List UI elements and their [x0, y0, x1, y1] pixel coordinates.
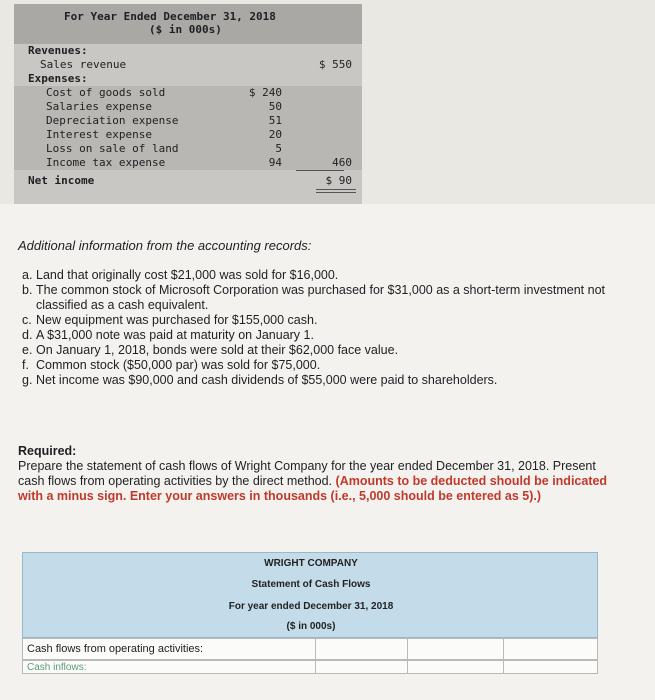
list-text: Common stock ($50,000 par) was sold for $75,000. [36, 358, 321, 372]
amount-input-cell[interactable] [315, 661, 408, 674]
statement-units: ($ in 000s) [149, 23, 222, 36]
list-text: Net income was $90,000 and cash dividends of $55,000 were paid to shareholders. [36, 373, 498, 387]
income-statement [14, 4, 362, 204]
expense-amount: $ 240 [248, 86, 282, 99]
sales-revenue-amount: $ 550 [318, 58, 352, 71]
expense-row [14, 156, 362, 170]
expense-amount: 5 [275, 142, 282, 155]
double-rule-bottom [316, 192, 356, 193]
statement-period: For Year Ended December 31, 2018 [64, 10, 276, 23]
list-item [22, 283, 632, 313]
cash-flow-table-header [22, 552, 598, 638]
expense-label: Interest expense [46, 128, 152, 141]
expense-amount: 50 [268, 100, 282, 113]
list-text: A $31,000 note was paid at maturity on January 1. [36, 328, 314, 342]
list-marker: a. [22, 268, 33, 282]
expense-row [14, 114, 362, 128]
revenues-label: Revenues: [28, 44, 88, 57]
table-row [22, 660, 598, 674]
amount-input-cell[interactable] [503, 661, 598, 674]
list-marker: e. [22, 343, 33, 357]
double-rule-top [316, 189, 356, 190]
statement-period-label: For year ended December 31, 2018 [228, 601, 394, 612]
amount-input-cell[interactable] [407, 639, 504, 659]
expense-label: Loss on sale of land [46, 142, 179, 155]
additional-info-title: Additional information from the accounting records: [18, 238, 312, 253]
statement-header [14, 4, 362, 44]
amount-input-cell[interactable] [315, 639, 408, 659]
expense-amount: 51 [268, 114, 282, 127]
statement-units-label: ($ in 000s) [286, 621, 336, 632]
company-name: WRIGHT COMPANY [264, 558, 358, 569]
statement-title: Statement of Cash Flows [251, 579, 371, 590]
cash-flow-table [22, 552, 598, 700]
list-item [22, 343, 632, 358]
expense-amount: 94 [268, 156, 282, 169]
sales-revenue-label: Sales revenue [40, 58, 127, 71]
amount-input-cell[interactable] [407, 661, 504, 674]
list-text: On January 1, 2018, bonds were sold at their $62,000 face value. [36, 343, 399, 357]
list-item [22, 268, 632, 283]
list-marker: b. [22, 283, 33, 297]
cash-inflows-label: Cash inflows: [27, 662, 87, 673]
net-income-row [14, 174, 362, 188]
question-panel [0, 204, 655, 700]
net-income-label: Net income [28, 174, 95, 187]
net-income-amount: $ 90 [325, 174, 352, 187]
list-marker: f. [22, 358, 29, 372]
list-marker: g. [22, 373, 33, 387]
additional-info-list [22, 268, 632, 388]
expense-row [14, 100, 362, 114]
required-instruction: (Amounts to be deducted should be indicated with a minus sign. Enter your answers in thousands (i.e., 5,000 should be entered as 5).) [18, 474, 608, 503]
list-item [22, 358, 632, 373]
expenses-label: Expenses: [28, 72, 88, 85]
expense-label: Depreciation expense [46, 114, 179, 127]
expense-row [14, 128, 362, 142]
expense-label: Cost of goods sold [46, 86, 166, 99]
required-title: Required: [18, 444, 77, 458]
table-row [22, 638, 598, 660]
expense-row [14, 86, 362, 100]
list-item [22, 313, 632, 328]
revenues-row [14, 44, 362, 58]
operating-activities-label: Cash flows from operating activities: [27, 643, 204, 655]
list-text: New equipment was purchased for $155,000 cash. [36, 313, 318, 327]
list-item [22, 328, 632, 343]
list-item [22, 373, 632, 388]
expense-row [14, 142, 362, 156]
required-text: Prepare the statement of cash flows of Wright Company for the year ended December 31, 2018. Present cash flows from operating activities by the direct method. [18, 459, 596, 488]
list-text: The common stock of Microsoft Corporation was purchased for $31,000 as a short-term investment not classified as a cash equivalent. [36, 283, 606, 312]
expense-label: Salaries expense [46, 100, 152, 113]
expense-amount: 20 [268, 128, 282, 141]
expense-label: Income tax expense [46, 156, 166, 169]
total-expenses-amount: 460 [332, 156, 352, 169]
required-section [18, 444, 618, 504]
list-text: Land that originally cost $21,000 was sold for $16,000. [36, 268, 339, 282]
list-marker: d. [22, 328, 33, 342]
amount-input-cell[interactable] [503, 639, 598, 659]
expenses-row [14, 72, 362, 86]
list-marker: c. [22, 313, 32, 327]
subtotal-rule [296, 170, 344, 171]
sales-revenue-row [14, 58, 362, 72]
